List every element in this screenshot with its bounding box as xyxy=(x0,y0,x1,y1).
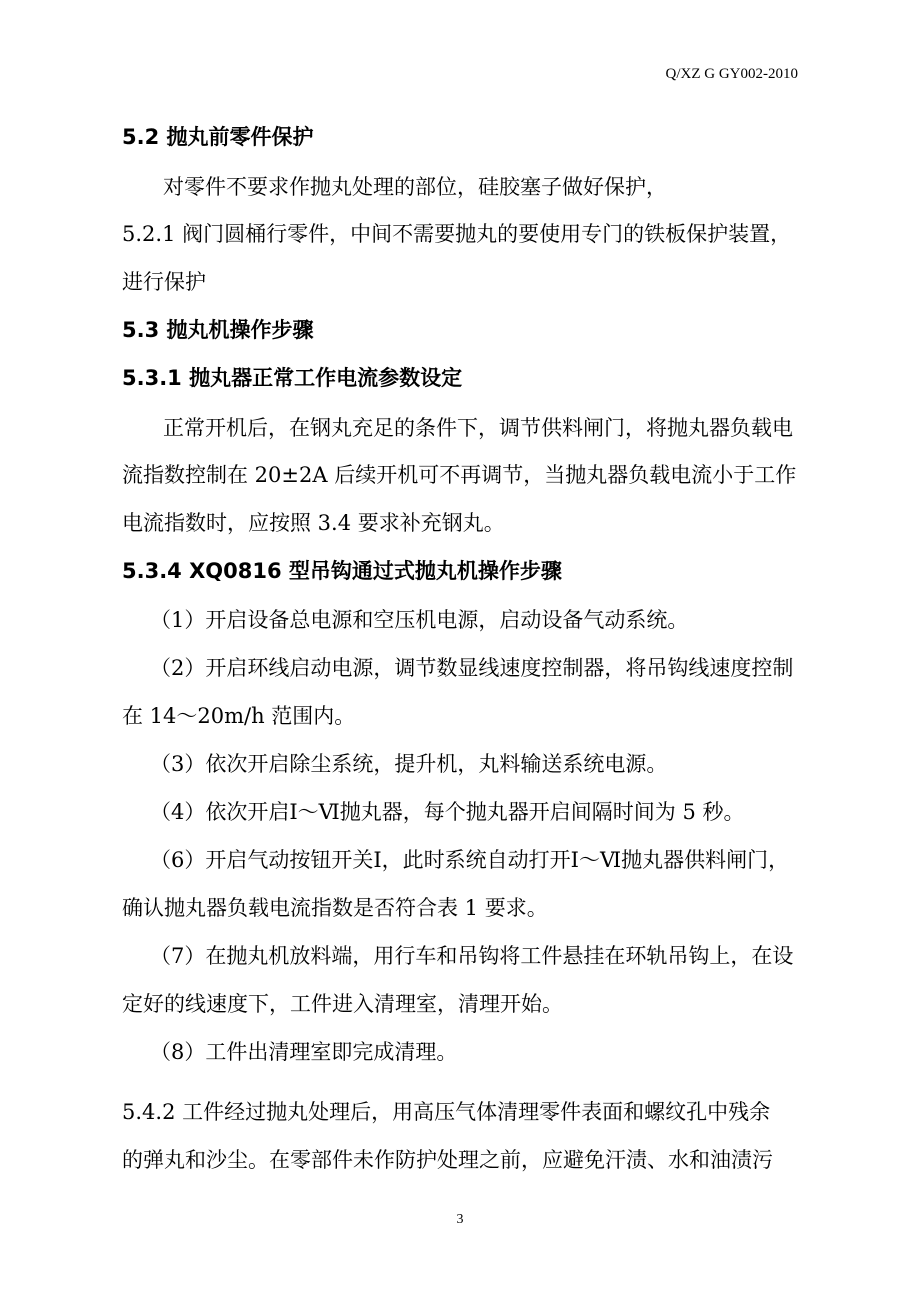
paragraph-5-3-1-line3: 电流指数时，应按照 3.4 要求补充钢丸。 xyxy=(122,511,505,535)
paragraph-5-3-1-line1: 正常开机后，在钢丸充足的条件下，调节供料闸门，将抛丸器负载电 xyxy=(163,416,793,440)
step-2-line1: （2）开启环线启动电源，调节数显线速度控制器，将吊钩线速度控制 xyxy=(150,656,794,680)
step-1: （1）开启设备总电源和空压机电源，启动设备气动系统。 xyxy=(150,608,689,632)
document-id: Q/XZ G GY002-2010 xyxy=(665,66,798,82)
step-8: （8）工件出清理室即完成清理。 xyxy=(150,1040,458,1064)
step-7-line2: 定好的线速度下，工件进入清理室，清理开始。 xyxy=(122,992,563,1016)
page-number: 3 xyxy=(456,1212,464,1227)
step-4: （4）依次开启Ⅰ～Ⅵ抛丸器，每个抛丸器开启间隔时间为 5 秒。 xyxy=(150,800,745,824)
heading-5-3-1: 5.3.1 抛丸器正常工作电流参数设定 xyxy=(122,366,463,390)
step-6-line2: 确认抛丸器负载电流指数是否符合表 1 要求。 xyxy=(122,896,548,920)
step-7-line1: （7）在抛丸机放料端，用行车和吊钩将工件悬挂在环轨吊钩上，在设 xyxy=(150,944,794,968)
paragraph-5-4-2-line1: 5.4.2 工件经过抛丸处理后，用高压气体清理零件表面和螺纹孔中残余 xyxy=(122,1100,771,1124)
heading-5-3-4: 5.3.4 XQ0816 型吊钩通过式抛丸机操作步骤 xyxy=(122,559,562,583)
paragraph-5-2-1-line1: 5.2.1 阀门圆桶行零件，中间不需要抛丸的要使用专门的铁板保护装置， xyxy=(122,222,792,246)
step-6-line1: （6）开启气动按钮开关Ⅰ，此时系统自动打开Ⅰ～Ⅵ抛丸器供料闸门， xyxy=(150,848,790,872)
paragraph-5-3-1-line2: 流指数控制在 20±2A 后续开机可不再调节，当抛丸器负载电流小于工作 xyxy=(122,463,797,487)
step-3: （3）依次开启除尘系统，提升机，丸料输送系统电源。 xyxy=(150,752,668,776)
heading-5-2: 5.2 抛丸前零件保护 xyxy=(122,125,314,149)
heading-5-3: 5.3 抛丸机操作步骤 xyxy=(122,318,314,342)
paragraph-5-2-1-line2: 进行保护 xyxy=(122,270,206,294)
paragraph-5-4-2-line2: 的弹丸和沙尘。在零部件未作防护处理之前，应避免汗渍、水和油渍污 xyxy=(122,1148,773,1172)
step-2-line2: 在 14～20m/h 范围内。 xyxy=(122,704,356,728)
paragraph-5-2: 对零件不要求作抛丸处理的部位，硅胶塞子做好保护， xyxy=(163,175,667,199)
